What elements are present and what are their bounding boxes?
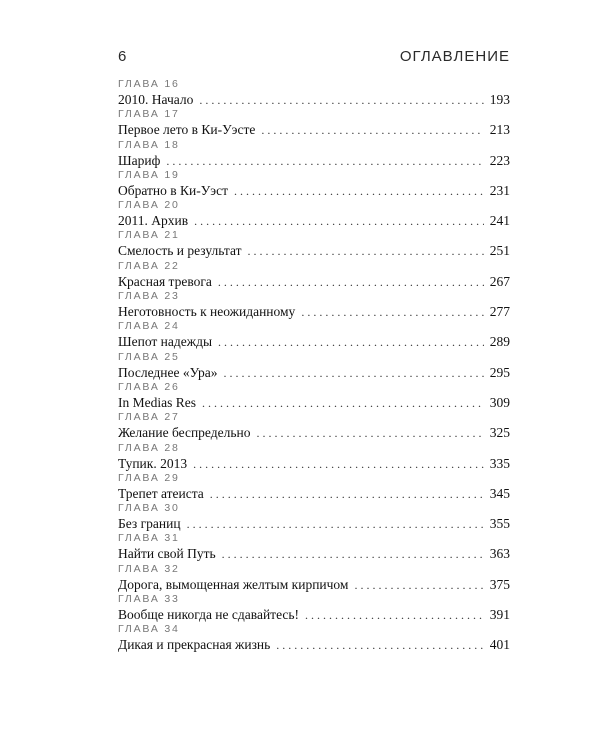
chapter-title: Трепет атеиста [118,485,204,501]
toc-entry [118,290,510,320]
chapter-page-number: 375 [489,576,510,592]
table-of-contents [118,78,510,654]
dot-leader [210,486,484,503]
dot-leader [166,153,483,170]
toc-entry [118,139,510,169]
dot-leader [256,425,483,442]
toc-line [118,606,510,623]
toc-entry [118,351,510,381]
chapter-page-number: 401 [489,637,510,653]
toc-line [118,455,510,472]
chapter-label: ГЛАВА 21 [118,229,180,242]
dot-leader [354,577,483,594]
toc-line [118,212,510,229]
chapter-label: ГЛАВА 30 [118,502,180,515]
toc-entry [118,169,510,199]
toc-entry [118,623,510,653]
chapter-title: Красная тревога [118,273,212,289]
dot-leader [202,395,484,412]
chapter-label: ГЛАВА 28 [118,441,180,454]
chapter-page-number: 325 [489,425,510,441]
chapter-label: ГЛАВА 29 [118,471,180,484]
toc-entry [118,593,510,623]
toc-line [118,515,510,532]
toc-entry [118,563,510,593]
chapter-title: Смелость и результат [118,243,242,259]
dot-leader [247,243,483,260]
chapter-label: ГЛАВА 33 [118,593,180,606]
chapter-page-number: 223 [489,152,510,168]
chapter-title: Желание беспредельно [118,425,251,441]
dot-leader [187,516,484,533]
chapter-title: Тупик. 2013 [118,455,188,471]
chapter-label: ГЛАВА 20 [118,199,180,212]
chapter-title: Найти свой Путь [118,546,216,562]
chapter-page-number: 363 [489,546,510,562]
dot-leader [261,122,483,139]
toc-entry [118,78,510,108]
toc-entry [118,320,510,350]
chapter-label: ГЛАВА 27 [118,411,180,424]
chapter-page-number: 193 [489,92,510,107]
chapter-page-number: 289 [489,334,510,350]
chapter-title: Шепот надежды [118,334,213,350]
dot-leader [223,365,483,382]
dot-leader [234,183,484,200]
dot-leader [218,274,484,291]
chapter-title: Обратно в Ки-Уэст [118,182,228,198]
page-header [118,44,510,68]
dot-leader [194,213,484,230]
chapter-title: In Medias Res [118,394,196,410]
dot-leader [276,637,483,654]
toc-line [118,303,510,320]
toc-entry [118,411,510,441]
chapter-page-number: 213 [489,122,510,138]
chapter-title: 2010. Начало [118,92,194,107]
toc-line [118,242,510,259]
toc-line [118,545,510,562]
dot-leader [301,304,483,321]
chapter-title: Шариф [118,152,161,168]
chapter-label: ГЛАВА 31 [118,532,180,545]
toc-line [118,121,510,138]
chapter-page-number: 231 [489,182,510,198]
chapter-label: ГЛАВА 25 [118,350,180,363]
toc-line [118,576,510,593]
running-title: ОГЛАВЛЕНИЕ [399,47,510,65]
toc-line [118,333,510,350]
chapter-page-number: 251 [489,243,510,259]
toc-entry [118,381,510,411]
toc-line [118,424,510,441]
toc-entry [118,229,510,259]
toc-line [118,394,510,411]
chapter-label: ГЛАВА 32 [118,562,180,575]
chapter-label: ГЛАВА 18 [118,138,180,151]
toc-line [118,364,510,381]
chapter-page-number: 241 [489,213,510,229]
chapter-title: Первое лето в Ки-Уэсте [118,122,256,138]
toc-line [118,636,510,653]
dot-leader [305,607,484,624]
chapter-page-number: 335 [489,455,510,471]
toc-line [118,485,510,502]
chapter-page-number: 309 [489,394,510,410]
dot-leader [222,546,484,563]
toc-entry [118,502,510,532]
toc-entry [118,199,510,229]
chapter-label: ГЛАВА 34 [118,623,180,636]
page-number: 6 [118,47,127,65]
chapter-page-number: 391 [489,607,510,623]
chapter-label: ГЛАВА 16 [118,78,180,90]
chapter-title: Дорога, вымощенная желтым кирпичом [118,576,349,592]
toc-entry [118,532,510,562]
chapter-title: Вообще никогда не сдавайтесь! [118,607,300,623]
toc-entry [118,260,510,290]
dot-leader [218,334,484,351]
toc-entry [118,108,510,138]
chapter-label: ГЛАВА 23 [118,290,180,303]
chapter-title: Последнее «Ура» [118,364,218,380]
chapter-page-number: 277 [489,304,510,320]
toc-line [118,182,510,199]
chapter-label: ГЛАВА 26 [118,380,180,393]
chapter-label: ГЛАВА 22 [118,259,180,272]
chapter-title: Дикая и прекрасная жизнь [118,637,271,653]
chapter-title: Без границ [118,516,181,532]
chapter-page-number: 267 [489,273,510,289]
chapter-label: ГЛАВА 19 [118,168,180,181]
chapter-page-number: 355 [489,516,510,532]
toc-line [118,273,510,290]
toc-entry [118,472,510,502]
chapter-label: ГЛАВА 17 [118,108,180,121]
dot-leader [199,92,483,109]
dot-leader [193,456,484,473]
toc-entry [118,442,510,472]
chapter-title: Неготовность к неожиданному [118,304,296,320]
chapter-page-number: 345 [489,485,510,501]
toc-line [118,91,510,108]
chapter-title: 2011. Архив [118,213,189,229]
chapter-page-number: 295 [489,364,510,380]
toc-line [118,152,510,169]
chapter-label: ГЛАВА 24 [118,320,180,333]
